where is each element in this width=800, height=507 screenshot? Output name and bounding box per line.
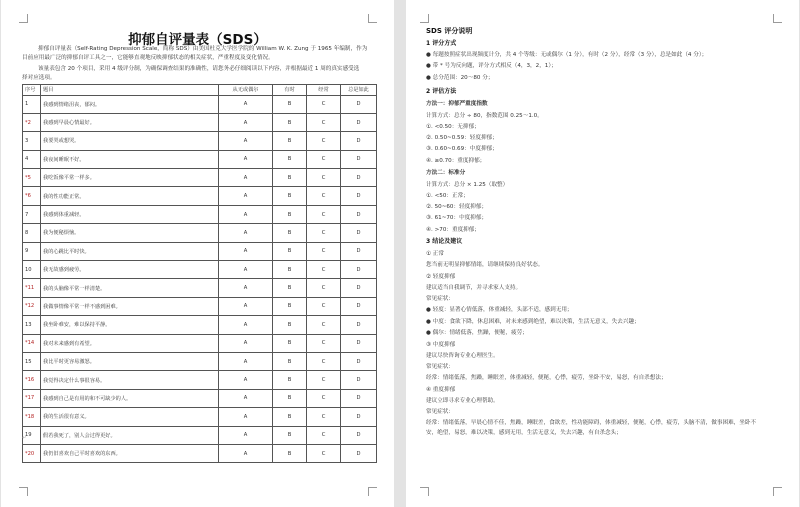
answer-option[interactable]: A: [219, 113, 273, 131]
questionnaire-table: [22, 84, 377, 463]
item-text: [41, 426, 219, 444]
table-row: [23, 242, 377, 260]
item-text: [41, 371, 219, 389]
answer-option[interactable]: B: [273, 316, 307, 334]
answer-option[interactable]: A: [219, 95, 273, 113]
answer-option[interactable]: A: [219, 187, 273, 205]
answer-option[interactable]: B: [273, 279, 307, 297]
crop-mark-top-right: [773, 14, 782, 23]
answer-option[interactable]: B: [273, 150, 307, 168]
answer-option[interactable]: D: [341, 316, 377, 334]
answer-option[interactable]: C: [307, 352, 341, 370]
table-row: [23, 408, 377, 426]
answer-option[interactable]: C: [307, 316, 341, 334]
item-number: 7: [23, 205, 41, 223]
item-text-label: 我感到情绪沮丧，郁闷。: [43, 101, 101, 108]
level-severe-symptoms-label[interactable]: 常见症状：: [426, 409, 454, 415]
scoring-rule-2[interactable]: ● 带 * 号为反向题，评分方式相反（4，3，2，1）；: [426, 63, 557, 69]
item-number: 9: [23, 242, 41, 260]
scoring-rule-3[interactable]: ● 总分范围：20～80 分；: [426, 75, 494, 81]
level-mild-symptom-1[interactable]: ● 轻度：显著心情低落，体重减轻，头部不适，感到无用；: [426, 307, 573, 313]
item-text-label: 我觉得决定什么事很容易。: [43, 377, 106, 384]
answer-option[interactable]: D: [341, 187, 377, 205]
level-mild-symptom-2[interactable]: ● 中度：食欲下降，休息困难，对未来感到绝望，难以决策，生活无意义，失去兴趣；: [426, 319, 640, 325]
crop-mark-top-left: [420, 14, 429, 23]
header-often: 经常: [307, 85, 341, 96]
level-normal-advice[interactable]: 您当前无明显抑郁情绪，请继续保持良好状态。: [426, 262, 544, 268]
table-row: [23, 444, 377, 462]
paragraph-mark: ↵: [22, 435, 27, 441]
answer-option[interactable]: C: [307, 261, 341, 279]
crop-mark-bottom-right: [773, 487, 782, 496]
method-1-formula[interactable]: 计算方式：总分 ÷ 80，指数范围 0.25～1.0。: [426, 113, 543, 119]
level-mild-symptoms-label[interactable]: 常见症状：: [426, 296, 454, 302]
answer-option[interactable]: A: [219, 242, 273, 260]
method-2-range-2[interactable]: ②. 50~60：轻度抑郁；: [426, 204, 488, 210]
method-2-range-4[interactable]: ④. >70：重度抑郁；: [426, 227, 480, 233]
intro-line-1[interactable]: 抑郁自评量表（Self-Rating Depression Scale，简称 SDS）由美国杜克大学医学院的 William W. K. Zung 于 1965 年编制，作为: [38, 46, 368, 52]
item-text-label: 我感到体重减轻。: [43, 212, 85, 219]
item-text-label: 我要哭或想哭。: [43, 138, 80, 145]
item-text: [41, 352, 219, 370]
item-number: 8: [23, 224, 41, 242]
answer-option[interactable]: B: [273, 261, 307, 279]
item-text: [41, 279, 219, 297]
item-text: [41, 297, 219, 315]
level-mild-advice[interactable]: 建议适当自我调节，并寻求家人支持。: [426, 285, 522, 291]
item-text: [41, 132, 219, 150]
answer-option[interactable]: D: [341, 95, 377, 113]
method-2-range-3[interactable]: ③. 61~70：中度抑郁；: [426, 215, 488, 221]
header-item: 题目: [41, 85, 219, 96]
document-page-1: [1, 0, 394, 507]
answer-option[interactable]: D: [341, 132, 377, 150]
answer-option[interactable]: A: [219, 205, 273, 223]
answer-option[interactable]: C: [307, 95, 341, 113]
level-mild-heading[interactable]: ② 轻度抑郁: [426, 274, 456, 280]
answer-option[interactable]: D: [341, 297, 377, 315]
answer-option[interactable]: B: [273, 187, 307, 205]
header-never: 从无或偶尔: [219, 85, 273, 96]
answer-option[interactable]: D: [341, 205, 377, 223]
answer-option[interactable]: B: [273, 334, 307, 352]
answer-option[interactable]: B: [273, 352, 307, 370]
answer-option[interactable]: C: [307, 444, 341, 462]
table-row: [23, 132, 377, 150]
item-number: *18: [23, 408, 41, 426]
level-mild-symptom-3[interactable]: ● 偶尔：情绪低落，焦躁，便秘，疲劳；: [426, 330, 528, 336]
item-number: 3: [23, 132, 41, 150]
answer-option[interactable]: C: [307, 132, 341, 150]
table-row: [23, 426, 377, 444]
item-text: [41, 187, 219, 205]
answer-option[interactable]: A: [219, 426, 273, 444]
intro-line-3[interactable]: 该量表包含 20 个项目，采用 4 级评分制，为确保调查结果的准确性，请您务必仔细阅读以下内容，并根据最近 1 周的真实感受选: [38, 66, 360, 72]
table-row: [23, 389, 377, 407]
answer-option[interactable]: D: [341, 242, 377, 260]
answer-option[interactable]: A: [219, 316, 273, 334]
item-text: [41, 113, 219, 131]
answer-option[interactable]: A: [219, 132, 273, 150]
answer-option[interactable]: B: [273, 408, 307, 426]
answer-option[interactable]: D: [341, 113, 377, 131]
table-row: [23, 279, 377, 297]
header-sometimes: 有时: [273, 85, 307, 96]
answer-option[interactable]: B: [273, 224, 307, 242]
item-text-label: 我的头脑像平常一样清楚。: [43, 285, 106, 292]
answer-option[interactable]: D: [341, 408, 377, 426]
answer-option[interactable]: C: [307, 389, 341, 407]
answer-option[interactable]: C: [307, 242, 341, 260]
item-text: [41, 224, 219, 242]
answer-option[interactable]: D: [341, 352, 377, 370]
crop-mark-bottom-right: [368, 487, 377, 496]
item-number: *14: [23, 334, 41, 352]
table-row: [23, 150, 377, 168]
method-2-range-1[interactable]: ①. <50：正常；: [426, 193, 469, 199]
item-number: 4: [23, 150, 41, 168]
level-moderate-heading[interactable]: ③ 中度抑郁: [426, 342, 456, 348]
item-text-label: 我的性功能正常。: [43, 193, 85, 200]
item-text-label: 我坐卧难安，难以保持平静。: [43, 322, 111, 329]
answer-option[interactable]: A: [219, 389, 273, 407]
item-text-label: 我无故感到疲劳。: [43, 267, 85, 274]
item-text-label: 我夜间睡眠不好。: [43, 156, 85, 163]
answer-option[interactable]: A: [219, 444, 273, 462]
item-text-label: 我比平时更容易激怒。: [43, 359, 95, 366]
table-row: [23, 113, 377, 131]
answer-option[interactable]: A: [219, 224, 273, 242]
method-1-heading[interactable]: 方法一：抑郁严重度指数: [426, 101, 488, 107]
table-row: [23, 224, 377, 242]
item-text-label: 我做事情像平常一样不感到困难。: [43, 303, 121, 310]
item-text-label: 我对未来感到有希望。: [43, 340, 95, 347]
crop-mark-bottom-left: [420, 487, 429, 496]
answer-option[interactable]: C: [307, 297, 341, 315]
method-1-range-4[interactable]: ④. ≥0.70：重度抑郁；: [426, 158, 486, 164]
item-text-label: 我仍旧喜欢自己平时喜欢的东西。: [43, 451, 121, 458]
answer-option[interactable]: B: [273, 444, 307, 462]
answer-option[interactable]: A: [219, 408, 273, 426]
answer-option[interactable]: A: [219, 352, 273, 370]
scoring-title[interactable]: SDS 评分说明: [426, 27, 473, 35]
table-row: [23, 297, 377, 315]
answer-option[interactable]: B: [273, 389, 307, 407]
answer-option[interactable]: B: [273, 426, 307, 444]
item-text-label: 我感到早晨心情最好。: [43, 120, 95, 127]
method-1-range-1[interactable]: ①. <0.50：无抑郁；: [426, 124, 480, 130]
answer-option[interactable]: D: [341, 334, 377, 352]
answer-option[interactable]: A: [219, 261, 273, 279]
answer-option[interactable]: D: [341, 426, 377, 444]
document-title[interactable]: 抑郁自评量表（SDS）: [128, 32, 267, 48]
method-2-formula[interactable]: 计算方式：总分 × 1.25（取整）: [426, 182, 509, 188]
level-normal-heading[interactable]: ① 正常: [426, 251, 444, 257]
answer-option[interactable]: A: [219, 297, 273, 315]
item-text: [41, 408, 219, 426]
answer-option[interactable]: B: [273, 113, 307, 131]
level-moderate-advice[interactable]: 建议尽快咨询专业心理医生。: [426, 353, 499, 359]
level-moderate-symptoms-label[interactable]: 常见症状：: [426, 364, 454, 370]
item-number: *20: [23, 444, 41, 462]
answer-option[interactable]: C: [307, 150, 341, 168]
answer-option[interactable]: A: [219, 371, 273, 389]
document-page-2: [406, 0, 799, 507]
answer-option[interactable]: B: [273, 169, 307, 187]
table-row: [23, 371, 377, 389]
item-number: 19: [23, 426, 41, 444]
answer-option[interactable]: C: [307, 371, 341, 389]
item-text: [41, 261, 219, 279]
section-3-heading[interactable]: 3 结论及建议: [426, 238, 463, 245]
intro-line-2[interactable]: 目前应用最广泛的抑郁自评工具之一，它能够直观地反映抑郁状态的相关症状，严重程度及变化情况。: [22, 55, 274, 61]
method-2-heading[interactable]: 方法二：标准分: [426, 170, 466, 176]
crop-mark-top-right: [368, 14, 377, 23]
item-text-label: 我为便秘烦恼。: [43, 230, 80, 237]
item-number: 15: [23, 352, 41, 370]
answer-option[interactable]: C: [307, 205, 341, 223]
section-1-heading[interactable]: 1 评分方式: [426, 40, 457, 47]
item-text: [41, 169, 219, 187]
crop-mark-bottom-left: [19, 487, 28, 496]
level-severe-symptoms-2[interactable]: 安，绝望，易怒，难以决策，感到无用，生活无意义，失去兴趣，有自杀念头；: [426, 430, 622, 436]
answer-option[interactable]: B: [273, 95, 307, 113]
item-text: [41, 444, 219, 462]
item-number: *12: [23, 297, 41, 315]
answer-option[interactable]: D: [341, 150, 377, 168]
table-row: [23, 261, 377, 279]
answer-option[interactable]: D: [341, 224, 377, 242]
answer-option[interactable]: D: [341, 261, 377, 279]
answer-option[interactable]: A: [219, 279, 273, 297]
answer-option[interactable]: B: [273, 371, 307, 389]
item-number: *17: [23, 389, 41, 407]
answer-option[interactable]: D: [341, 444, 377, 462]
item-text-label: 我吃饭像平常一样多。: [43, 175, 95, 182]
answer-option[interactable]: B: [273, 297, 307, 315]
item-text: [41, 95, 219, 113]
item-number: *5: [23, 169, 41, 187]
level-severe-advice[interactable]: 建议立即寻求专业心理帮助。: [426, 398, 499, 404]
item-text: [41, 205, 219, 223]
intro-line-4[interactable]: 择对应选项。: [22, 75, 56, 81]
item-number: 1: [23, 95, 41, 113]
item-text: [41, 316, 219, 334]
section-2-heading[interactable]: 2 评估方法: [426, 88, 457, 95]
scoring-rule-1[interactable]: ● 每题按照症状出现频度计分，共 4 个等级：无或偶尔（1 分），有时（2 分），经常（3 分），总是如此（4 分）；: [426, 52, 708, 58]
item-number: *11: [23, 279, 41, 297]
table-row: [23, 169, 377, 187]
answer-option[interactable]: A: [219, 150, 273, 168]
answer-option[interactable]: D: [341, 279, 377, 297]
method-1-range-2[interactable]: ②. 0.50~0.59：轻度抑郁；: [426, 135, 498, 141]
answer-option[interactable]: A: [219, 169, 273, 187]
answer-option[interactable]: B: [273, 242, 307, 260]
answer-option[interactable]: C: [307, 187, 341, 205]
answer-option[interactable]: A: [219, 334, 273, 352]
level-severe-heading[interactable]: ④ 重度抑郁: [426, 387, 456, 393]
answer-option[interactable]: C: [307, 408, 341, 426]
table-row: [23, 205, 377, 223]
answer-option[interactable]: D: [341, 371, 377, 389]
item-number: *6: [23, 187, 41, 205]
table-row: [23, 352, 377, 370]
answer-option[interactable]: C: [307, 279, 341, 297]
level-moderate-symptoms[interactable]: 经常：情绪低落，焦躁，睡眠差，体重减轻，便秘，心悸，疲劳，坐卧不安，易怒，有自杀想法；: [426, 375, 667, 381]
item-text: [41, 389, 219, 407]
answer-option[interactable]: C: [307, 334, 341, 352]
answer-option[interactable]: D: [341, 389, 377, 407]
answer-option[interactable]: D: [341, 169, 377, 187]
table-header-row: [23, 85, 377, 96]
answer-option[interactable]: C: [307, 169, 341, 187]
item-text-label: 假若我死了，别人会过得更好。: [43, 432, 116, 439]
table-row: [23, 316, 377, 334]
item-text: [41, 150, 219, 168]
answer-option[interactable]: B: [273, 132, 307, 150]
item-number: *16: [23, 371, 41, 389]
level-severe-symptoms-1[interactable]: 经常：情绪低落，早晨心情不佳，焦躁，睡眠差，食欲差，性功能障碍，体重减轻，便秘，心悸，疲劳，头脑不清，做事困难，坐卧不: [426, 420, 757, 426]
answer-option[interactable]: C: [307, 224, 341, 242]
item-number: 13: [23, 316, 41, 334]
table-row: [23, 187, 377, 205]
method-1-range-3[interactable]: ③. 0.60~0.69：中度抑郁；: [426, 146, 498, 152]
crop-mark-top-left: [19, 14, 28, 23]
item-number: 10: [23, 261, 41, 279]
header-number: 序号: [23, 85, 41, 96]
item-text-label: 我的生活很有意义。: [43, 414, 90, 421]
table-row: [23, 95, 377, 113]
item-text: [41, 242, 219, 260]
item-text-label: 我感到自己是有用的和不可缺少的人。: [43, 395, 132, 402]
answer-option[interactable]: C: [307, 426, 341, 444]
answer-option[interactable]: B: [273, 205, 307, 223]
header-always: 总是如此: [341, 85, 377, 96]
table-row: [23, 334, 377, 352]
item-text-label: 我的心跳比平时快。: [43, 248, 90, 255]
item-number: *2: [23, 113, 41, 131]
answer-option[interactable]: C: [307, 113, 341, 131]
item-text: [41, 334, 219, 352]
questionnaire-rows: [23, 95, 377, 463]
